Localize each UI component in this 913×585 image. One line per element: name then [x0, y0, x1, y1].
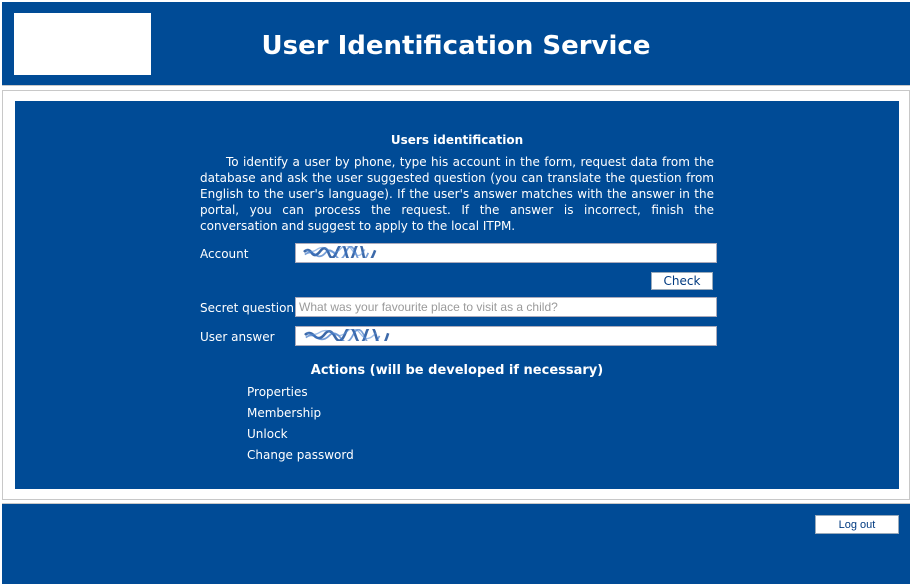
logout-button[interactable]: Log out	[815, 515, 899, 534]
account-input[interactable]	[295, 243, 717, 263]
secret-question-label: Secret question	[200, 301, 295, 315]
section-title: Users identification	[390, 133, 524, 147]
action-unlock-link[interactable]: Unlock	[247, 427, 288, 441]
check-button[interactable]: Check	[651, 272, 713, 290]
action-change-password-link[interactable]: Change password	[247, 448, 354, 462]
secret-question-input[interactable]	[295, 297, 717, 317]
action-properties-link[interactable]: Properties	[247, 385, 308, 399]
instructions-text: To identify a user by phone, type his account in the form, request data from the database and ask the user suggested question (you can translate the question from English to the user's language). If the user's answer matches with the answer in the portal, you can process the request. If the answer is incorrect, finish the conversation and suggest to apply to the local ITPM.	[200, 155, 714, 233]
page-footer	[2, 503, 910, 584]
action-membership-link[interactable]: Membership	[247, 406, 322, 420]
user-answer-field-wrap	[295, 326, 713, 346]
account-field-wrap	[295, 243, 713, 263]
account-label: Account	[200, 247, 249, 261]
actions-title: Actions (will be developed if necessary)	[310, 363, 604, 378]
user-answer-input[interactable]	[295, 326, 717, 346]
page-header	[2, 2, 910, 86]
page-title: User Identification Service	[261, 31, 651, 61]
user-answer-label: User answer	[200, 330, 275, 344]
identification-panel	[15, 101, 899, 489]
